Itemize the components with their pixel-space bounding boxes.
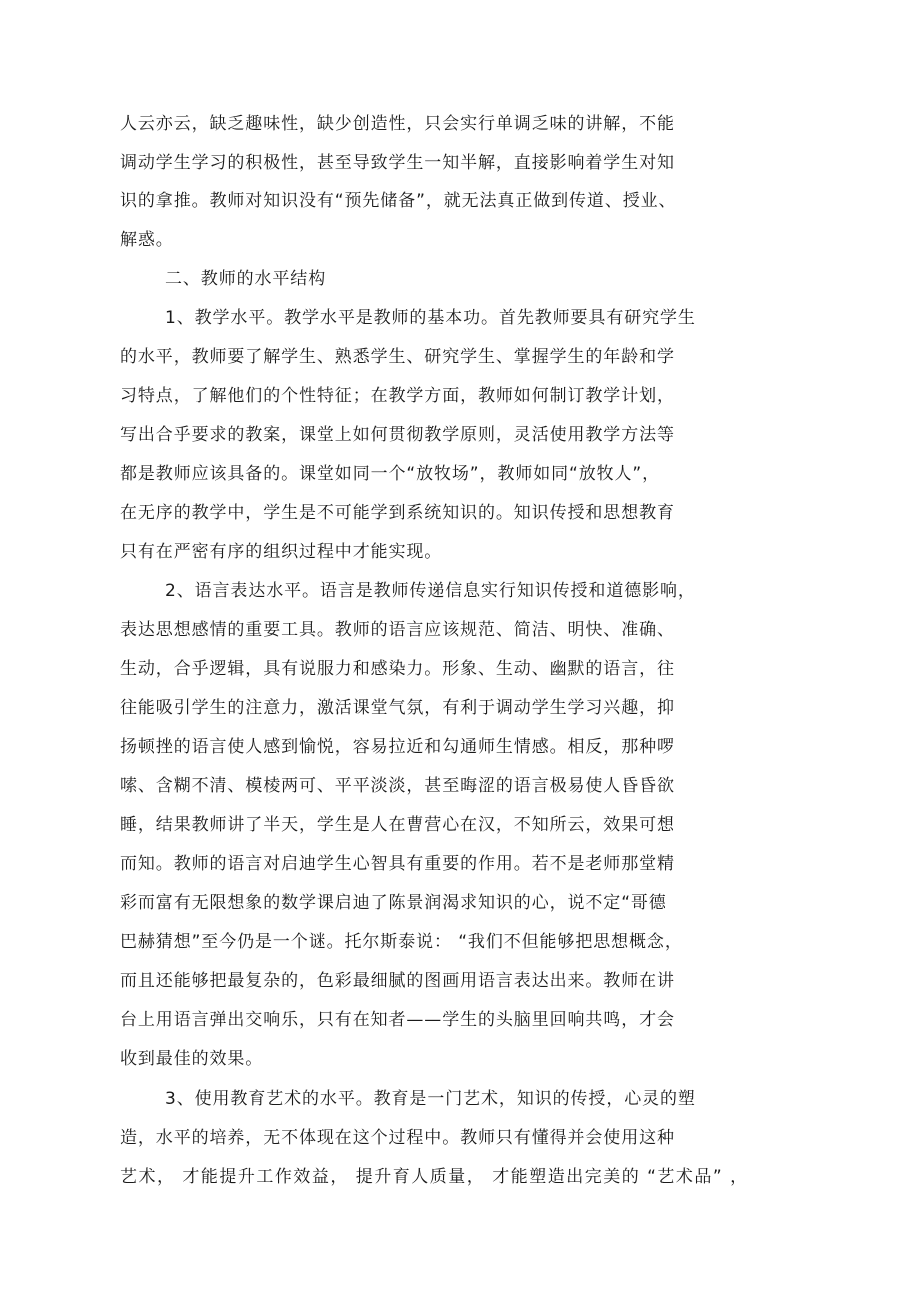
text-line: 写出合乎要求的教案，课堂上如何贯彻教学原则，灵活使用教学方法等 [120, 425, 675, 445]
text-line: 人云亦云，缺乏趣味性，缺少创造性，只会实行单调乏味的讲解，不能 [120, 114, 675, 134]
paragraph-start: 2、语言表达水平。语言是教师传递信息实行知识传授和道德影响， [165, 581, 696, 601]
text-line: 而知。教师的语言对启迪学生心智具有重要的作用。若不是老师那堂精 [120, 854, 675, 874]
text-line: 而且还能够把最复杂的，色彩最细腻的图画用语言表达出来。教师在讲 [120, 971, 675, 991]
text-line: 解惑。 [120, 230, 174, 250]
text-line: 台上用语言弹出交响乐，只有在知者——学生的头脑里回响共鸣，才会 [120, 1010, 675, 1030]
text-line: 的水平，教师要了解学生、熟悉学生、研究学生、掌握学生的年龄和学 [120, 347, 675, 367]
text-line: 只有在严密有序的组织过程中才能实现。 [120, 542, 443, 562]
text-line: 造，水平的培养，无不体现在这个过程中。教师只有懂得并会使用这种 [120, 1128, 675, 1148]
text-line: 在无序的教学中，学生是不可能学到系统知识的。知识传授和思想教育 [120, 503, 675, 523]
text-line: 往能吸引学生的注意力，激活课堂气氛，有利于调动学生学习兴趣，抑 [120, 698, 675, 718]
text-line: 表达思想感情的重要工具。教师的语言应该规范、简洁、明快、准确、 [120, 620, 675, 640]
text-line: 习特点，了解他们的个性特征；在教学方面，教师如何制订教学计划， [120, 386, 675, 406]
text-line: 识的拿推。教师对知识没有“预先储备”，就无法真正做到传道、授业、 [120, 191, 677, 211]
section-heading: 二、教师的水平结构 [165, 269, 327, 289]
text-line: 艺术， 才能提升工作效益， 提升育人质量， 才能塑造出完美的 “艺术品” ， [120, 1167, 749, 1187]
text-line: 嗦、含糊不清、模棱两可、平平淡淡，甚至晦涩的语言极易使人昏昏欲 [120, 776, 675, 796]
paragraph-start: 1、教学水平。教学水平是教师的基本功。首先教师要具有研究学生 [165, 308, 696, 328]
text-line: 扬顿挫的语言使人感到愉悦，容易拉近和勾通师生情感。相反，那种啰 [120, 737, 675, 757]
text-line: 生动，合乎逻辑，具有说服力和感染力。形象、生动、幽默的语言，往 [120, 659, 675, 679]
text-line: 调动学生学习的积极性，甚至导致学生一知半解，直接影响着学生对知 [120, 153, 675, 173]
text-line: 彩而富有无限想象的数学课启迪了陈景润渴求知识的心，说不定“哥德 [120, 893, 667, 913]
text-line: 都是教师应该具备的。课堂如同一个“放牧场”，教师如同“放牧人”， [120, 464, 661, 484]
paragraph-start: 3、使用教育艺术的水平。教育是一门艺术，知识的传授，心灵的塑 [165, 1089, 696, 1109]
text-line: 收到最佳的效果。 [120, 1049, 264, 1069]
text-line: 睡，结果教师讲了半天，学生是人在曹营心在汉，不知所云，效果可想 [120, 815, 675, 835]
text-line: 巴赫猜想”至今仍是一个谜。托尔斯泰说： “我们不但能够把思想概念， [120, 932, 683, 952]
